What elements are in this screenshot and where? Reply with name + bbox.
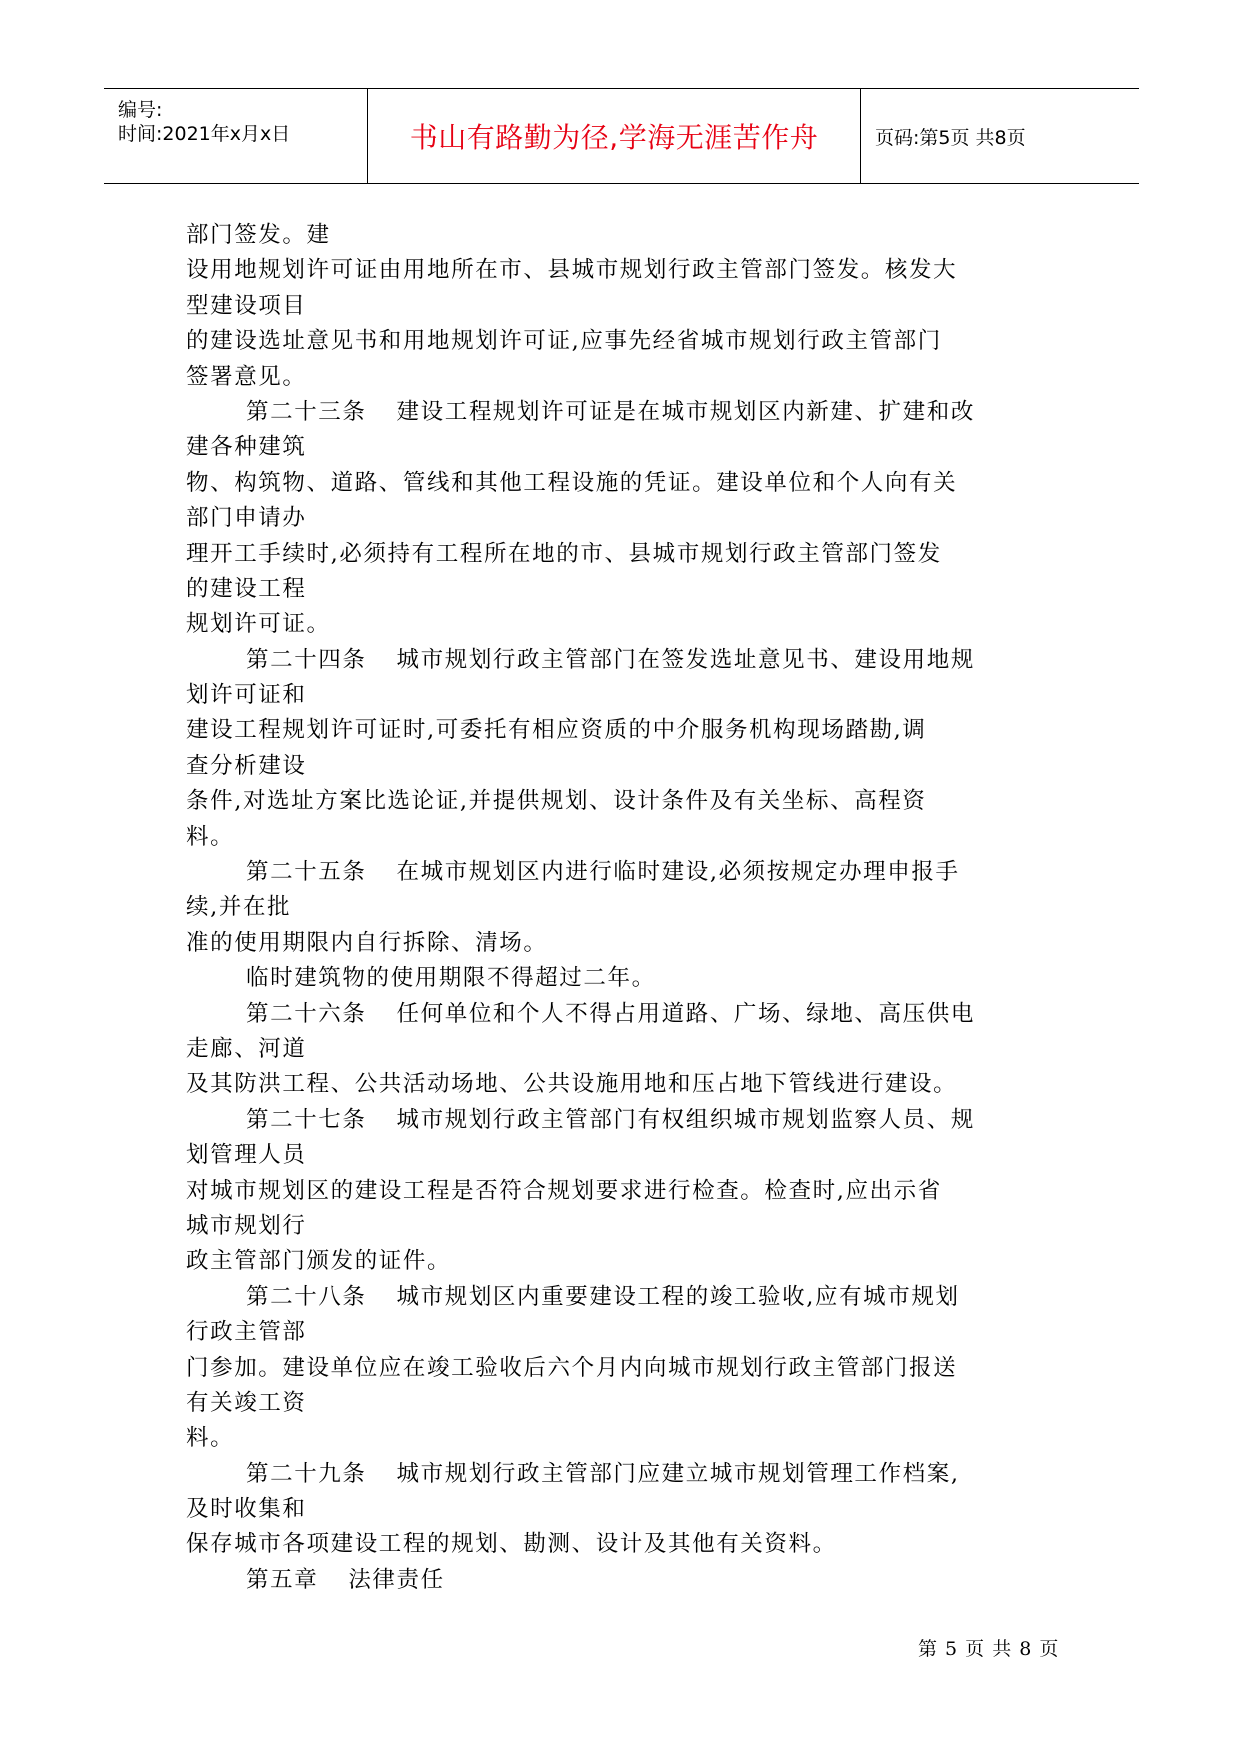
- page-header: [104, 88, 1139, 184]
- document-body: [186, 218, 1056, 1598]
- text-line: 政主管部门颁发的证件。: [186, 1248, 452, 1275]
- text-line: 理开工手续时,必须持有工程所在地的市、县城市规划行政主管部门签发: [186, 540, 942, 567]
- text-line: 走廊、河道: [186, 1035, 307, 1062]
- text-line: 及其防洪工程、公共活动场地、公共设施用地和压占地下管线进行建设。: [186, 1071, 958, 1098]
- article-29-heading: [186, 1457, 1056, 1492]
- chapter-title: 法律责任: [348, 1566, 445, 1593]
- text-line: 料。: [186, 1425, 235, 1452]
- header-middle-cell: [368, 89, 861, 183]
- article-label: 第二十八条: [246, 1283, 367, 1310]
- text-line: 的建设工程: [186, 575, 307, 602]
- header-right-cell: [861, 89, 1139, 183]
- article-23-heading: [186, 395, 1056, 430]
- article-text: 在城市规划区内进行临时建设,必须按规定办理申报手: [396, 859, 960, 886]
- text-line: 建设工程规划许可证时,可委托有相应资质的中介服务机构现场踏勘,调: [186, 717, 927, 744]
- article-26-heading: [186, 997, 1056, 1032]
- article-label: 第二十五条: [246, 859, 367, 886]
- article-label: 第二十四条: [246, 646, 367, 673]
- text-line: 划管理人员: [186, 1142, 307, 1169]
- text-line: 签署意见。: [186, 363, 307, 390]
- header-left-cell: [104, 89, 368, 183]
- text-line: 续,并在批: [186, 894, 292, 921]
- text-line: 及时收集和: [186, 1496, 307, 1523]
- article-text: 任何单位和个人不得占用道路、广场、绿地、高压供电: [396, 1000, 975, 1027]
- text-line: 规划许可证。: [186, 611, 331, 638]
- article-25-heading: [186, 855, 1056, 890]
- article-label: 第二十七条: [246, 1106, 367, 1133]
- serial-number-label: 编号:: [118, 99, 163, 121]
- article-label: 第二十九条: [246, 1460, 367, 1487]
- article-24-heading: [186, 643, 1056, 678]
- header-page-code: 页码:第5页 共8页: [875, 126, 1026, 149]
- chapter-5-heading: [186, 1563, 1056, 1598]
- text-line: 部门申请办: [186, 505, 307, 532]
- text-line: 有关竣工资: [186, 1389, 307, 1416]
- text-line: 物、构筑物、道路、管线和其他工程设施的凭证。建设单位和个人向有关: [186, 469, 958, 496]
- text-line: 临时建筑物的使用期限不得超过二年。: [246, 965, 656, 992]
- text-line: 条件,对选址方案比选论证,并提供规划、设计条件及有关坐标、高程资: [186, 788, 927, 815]
- text-line: 型建设项目: [186, 292, 307, 319]
- text-line: 保存城市各项建设工程的规划、勘测、设计及其他有关资料。: [186, 1531, 837, 1558]
- page-footer: 第 5 页 共 8 页: [918, 1638, 1060, 1660]
- text-line: 设用地规划许可证由用地所在市、县城市规划行政主管部门签发。核发大: [186, 257, 958, 284]
- text-line: 行政主管部: [186, 1319, 307, 1346]
- article-text: 城市规划行政主管部门在签发选址意见书、建设用地规: [396, 646, 975, 673]
- motto-text: 书山有路勤为径,学海无涯苦作舟: [409, 121, 819, 154]
- article-text: 建设工程规划许可证是在城市规划区内新建、扩建和改: [396, 398, 975, 425]
- article-label: 第二十三条: [246, 398, 367, 425]
- text-line: 的建设选址意见书和用地规划许可证,应事先经省城市规划行政主管部门: [186, 328, 942, 355]
- article-label: 第二十六条: [246, 1000, 367, 1027]
- text-line: 城市规划行: [186, 1212, 307, 1239]
- text-line: 对城市规划区的建设工程是否符合规划要求进行检查。检查时,应出示省: [186, 1177, 942, 1204]
- article-text: 城市规划行政主管部门应建立城市规划管理工作档案,: [396, 1460, 960, 1487]
- article-28-heading: [186, 1280, 1056, 1315]
- text-line: 门参加。建设单位应在竣工验收后六个月内向城市规划行政主管部门报送: [186, 1354, 958, 1381]
- text-line: 料。: [186, 823, 235, 850]
- article-text: 城市规划区内重要建设工程的竣工验收,应有城市规划: [396, 1283, 960, 1310]
- text-line: 查分析建设: [186, 752, 307, 779]
- time-label: 时间:2021年x月x日: [118, 123, 291, 145]
- text-line: 划许可证和: [186, 682, 307, 709]
- text-line: 建各种建筑: [186, 434, 307, 461]
- article-27-heading: [186, 1103, 1056, 1138]
- text-line: 准的使用期限内自行拆除、清场。: [186, 929, 548, 956]
- chapter-label: 第五章: [246, 1566, 319, 1593]
- text-line: 部门签发。建: [186, 222, 331, 248]
- article-text: 城市规划行政主管部门有权组织城市规划监察人员、规: [396, 1106, 975, 1133]
